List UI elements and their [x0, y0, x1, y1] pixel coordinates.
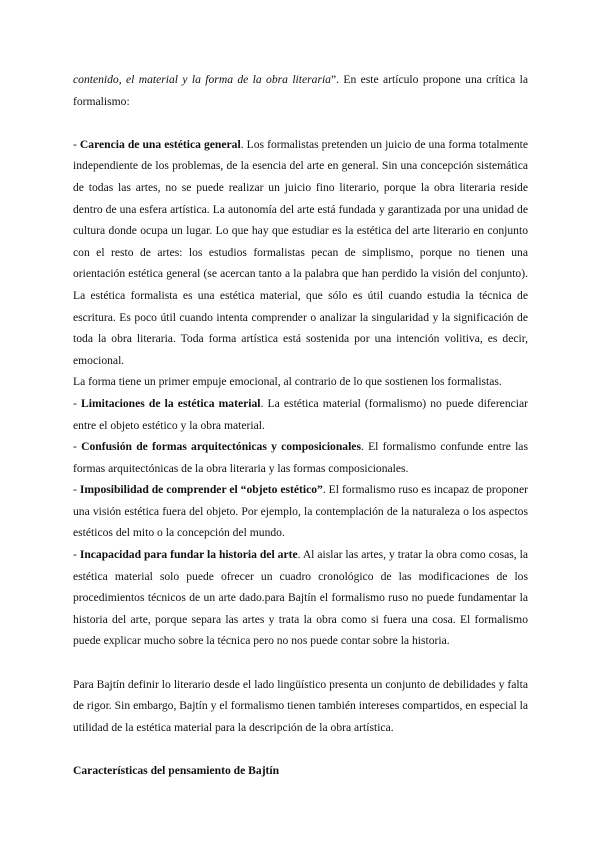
- item-prefix: -: [73, 440, 82, 454]
- item-body: . La estética material (formalismo) no puede diferenciar entre el objeto estético y la obra material.: [73, 396, 528, 432]
- item-title: Confusión de formas arquitectónicas y composicionales: [81, 440, 361, 454]
- intro-paragraph: [73, 69, 528, 112]
- item-prefix: -: [73, 483, 80, 497]
- section-heading: Características del pensamiento de Bajtín: [73, 764, 280, 777]
- item-imposibilidad: [73, 479, 528, 544]
- paragraph-gap: [73, 738, 528, 760]
- item-body: . Los formalistas pretenden un juicio de una forma totalmente independiente de los problemas, de la esencia del arte en general. Sin una concepción sistemática de todas las artes, no se puede realizar un juicio fino literario, porque la obra literaria reside dentro de una esfera artística. La autonomía del arte está fundada y garantizada por una unidad de cultura donde ocupa un lugar. Lo que hay que estudiar es la estética del arte literario en conjunto con el resto de artes: los estudios formalistas pecan de simplismo, porque no tienen una orientación estética general (se acercan tanto a la palabra que han perdido la visión del conjunto). La estética formalista es una estética material, que sólo es útil cuando estudia la técnica de escritura. Es poco útil cuando intenta comprender o analizar la singularidad y la significación de toda la obra literaria. Toda forma artística está sostenida por una intención volitiva, es decir, emocional.: [73, 137, 528, 367]
- note-paragraph: La forma tiene un primer empuje emocional, al contrario de lo que sostienen los formalistas.: [73, 375, 502, 389]
- item-prefix: -: [73, 548, 80, 562]
- item-title: Incapacidad para fundar la historia del arte: [79, 548, 298, 562]
- item-body: . Al aislar las artes, y tratar la obra como cosas, la estética material solo puede ofrecer un cuadro cronológico de las modificaciones de los procedimientos técnicos de un arte dado.para Bajtín el formalismo ruso no puede fundamentar la historia del arte, porque separa las artes y trata la obra como si fuera una cosa. El formalismo puede explicar mucho sobre la técnica pero no nos puede contar sobre la historia.: [73, 548, 528, 648]
- item-body: . El formalismo confunde entre las formas arquitectónicas de la obra literaria y las formas composicionales.: [73, 440, 528, 475]
- item-title: Imposibilidad de comprender el “objeto estético”: [79, 483, 323, 497]
- paragraph-gap: [73, 652, 528, 674]
- item-carencia: [73, 134, 528, 372]
- item-title: Limitaciones de la estética material: [81, 396, 261, 410]
- item-confusion: [73, 436, 528, 479]
- item-limitaciones: [73, 393, 528, 436]
- conclusion-paragraph: Para Bajtín definir lo literario desde el lado lingüístico presenta un conjunto de debilidades y falta de rigor. Sin embargo, Bajtín y el formalismo tienen también intereses compartidos, en especial la utilidad de la estética material para la descripción de la obra artística.: [73, 677, 528, 734]
- item-incapacidad: [73, 544, 528, 652]
- item-title: Carencia de una estética general: [79, 137, 241, 151]
- intro-italic: contenido, el material y la forma de la obra literaria: [73, 73, 331, 86]
- item-prefix: -: [73, 396, 82, 410]
- item-body: . El formalismo ruso es incapaz de proponer una visión estética fuera del objeto. Por ejemplo, la contemplación de la naturaleza o los aspectos estéticos del mito o la concepción del mundo.: [73, 483, 528, 540]
- paragraph-gap: [73, 112, 528, 134]
- intro-rest: ”. En este artículo propone una crítica la formalismo:: [73, 73, 528, 108]
- item-prefix: -: [73, 137, 80, 151]
- document-body: [73, 69, 528, 782]
